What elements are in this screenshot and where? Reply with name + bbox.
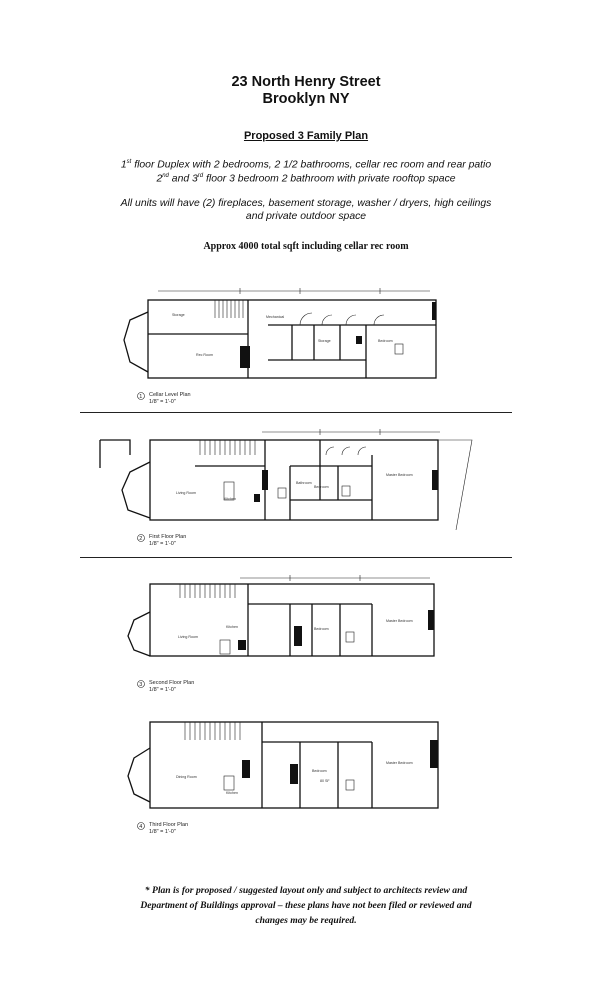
desc-line1-prefix: 1 xyxy=(120,159,127,171)
plan-divider xyxy=(80,412,512,413)
footnote-line-3: changes may be required. xyxy=(255,915,357,926)
room-label: Bedroom xyxy=(312,769,327,773)
desc-line2-b: and 3 xyxy=(168,173,198,185)
plan-divider xyxy=(80,557,512,558)
room-label: Bedroom xyxy=(378,339,393,343)
room-label: Bedroom xyxy=(314,627,329,631)
plan-2-scale: 1/8" = 1'-0" xyxy=(149,541,176,547)
plan-1-scale: 1/8" = 1'-0" xyxy=(149,399,176,405)
approx-sqft: Approx 4000 total sqft including cellar rec room xyxy=(203,241,409,252)
room-label: Living Room xyxy=(176,491,196,495)
plan-1-number: 1 xyxy=(139,394,143,400)
room-label: Kitchen xyxy=(224,497,236,501)
room-label: Kitchen xyxy=(226,625,238,629)
desc-line2-c: floor 3 bedroom 2 bathroom with private rooftop space xyxy=(203,173,456,185)
room-label: Mechanical xyxy=(266,315,285,319)
desc-line2-sup1: nd xyxy=(162,173,169,179)
description-line-3: All units will have (2) fireplaces, basement storage, washer / dryers, high ceilings xyxy=(120,198,492,209)
room-label: Bathroom xyxy=(296,481,312,485)
plan-4-number: 4 xyxy=(139,824,143,830)
desc-line2-a: 2 xyxy=(156,173,163,185)
room-label: Master Bedroom xyxy=(386,761,413,765)
footnote-line-1: * Plan is for proposed / suggested layout only and subject to architects review and xyxy=(144,885,468,896)
plan-title: Proposed 3 Family Plan xyxy=(243,130,369,142)
plan-2-number: 2 xyxy=(139,536,143,542)
first-floor-plan xyxy=(100,429,472,547)
address-line-1: 23 North Henry Street xyxy=(231,74,381,90)
plan-3-number: 3 xyxy=(139,682,143,688)
cellar-level-plan xyxy=(124,288,436,405)
room-label: Kitchen xyxy=(226,791,238,795)
room-label: Bedroom xyxy=(314,485,329,489)
room-label: Master Bedroom xyxy=(386,619,413,623)
room-label: Dining Room xyxy=(176,775,197,779)
room-label: Living Room xyxy=(178,635,198,639)
plan-3-caption: Second Floor Plan xyxy=(149,680,195,686)
second-floor-plan xyxy=(128,575,434,693)
desc-line1-sup: st xyxy=(126,159,132,165)
address-line-2: Brooklyn NY xyxy=(262,91,350,107)
room-label: Rec Room xyxy=(196,353,213,357)
room-label: Storage xyxy=(172,313,185,317)
plan-4-scale: 1/8" = 1'-0" xyxy=(149,829,176,835)
desc-line1-rest: floor Duplex with 2 bedrooms, 2 1/2 bathrooms, cellar rec room and rear patio xyxy=(131,159,492,171)
plan-2-caption: First Floor Plan xyxy=(149,534,187,540)
room-area-label: 80 SF xyxy=(320,779,330,783)
plan-4-caption: Third Floor Plan xyxy=(149,822,189,828)
plan-1-caption: Cellar Level Plan xyxy=(149,392,191,398)
room-label: Master Bedroom xyxy=(386,473,413,477)
desc-line2-sup2: rd xyxy=(197,173,204,179)
third-floor-plan xyxy=(128,722,438,835)
room-label: Storage xyxy=(318,339,331,343)
description-line-4: and private outdoor space xyxy=(245,211,367,222)
footnote-line-2: Department of Buildings approval – these plans have not been filed or reviewed and xyxy=(140,900,472,911)
plan-3-scale: 1/8" = 1'-0" xyxy=(149,687,176,693)
